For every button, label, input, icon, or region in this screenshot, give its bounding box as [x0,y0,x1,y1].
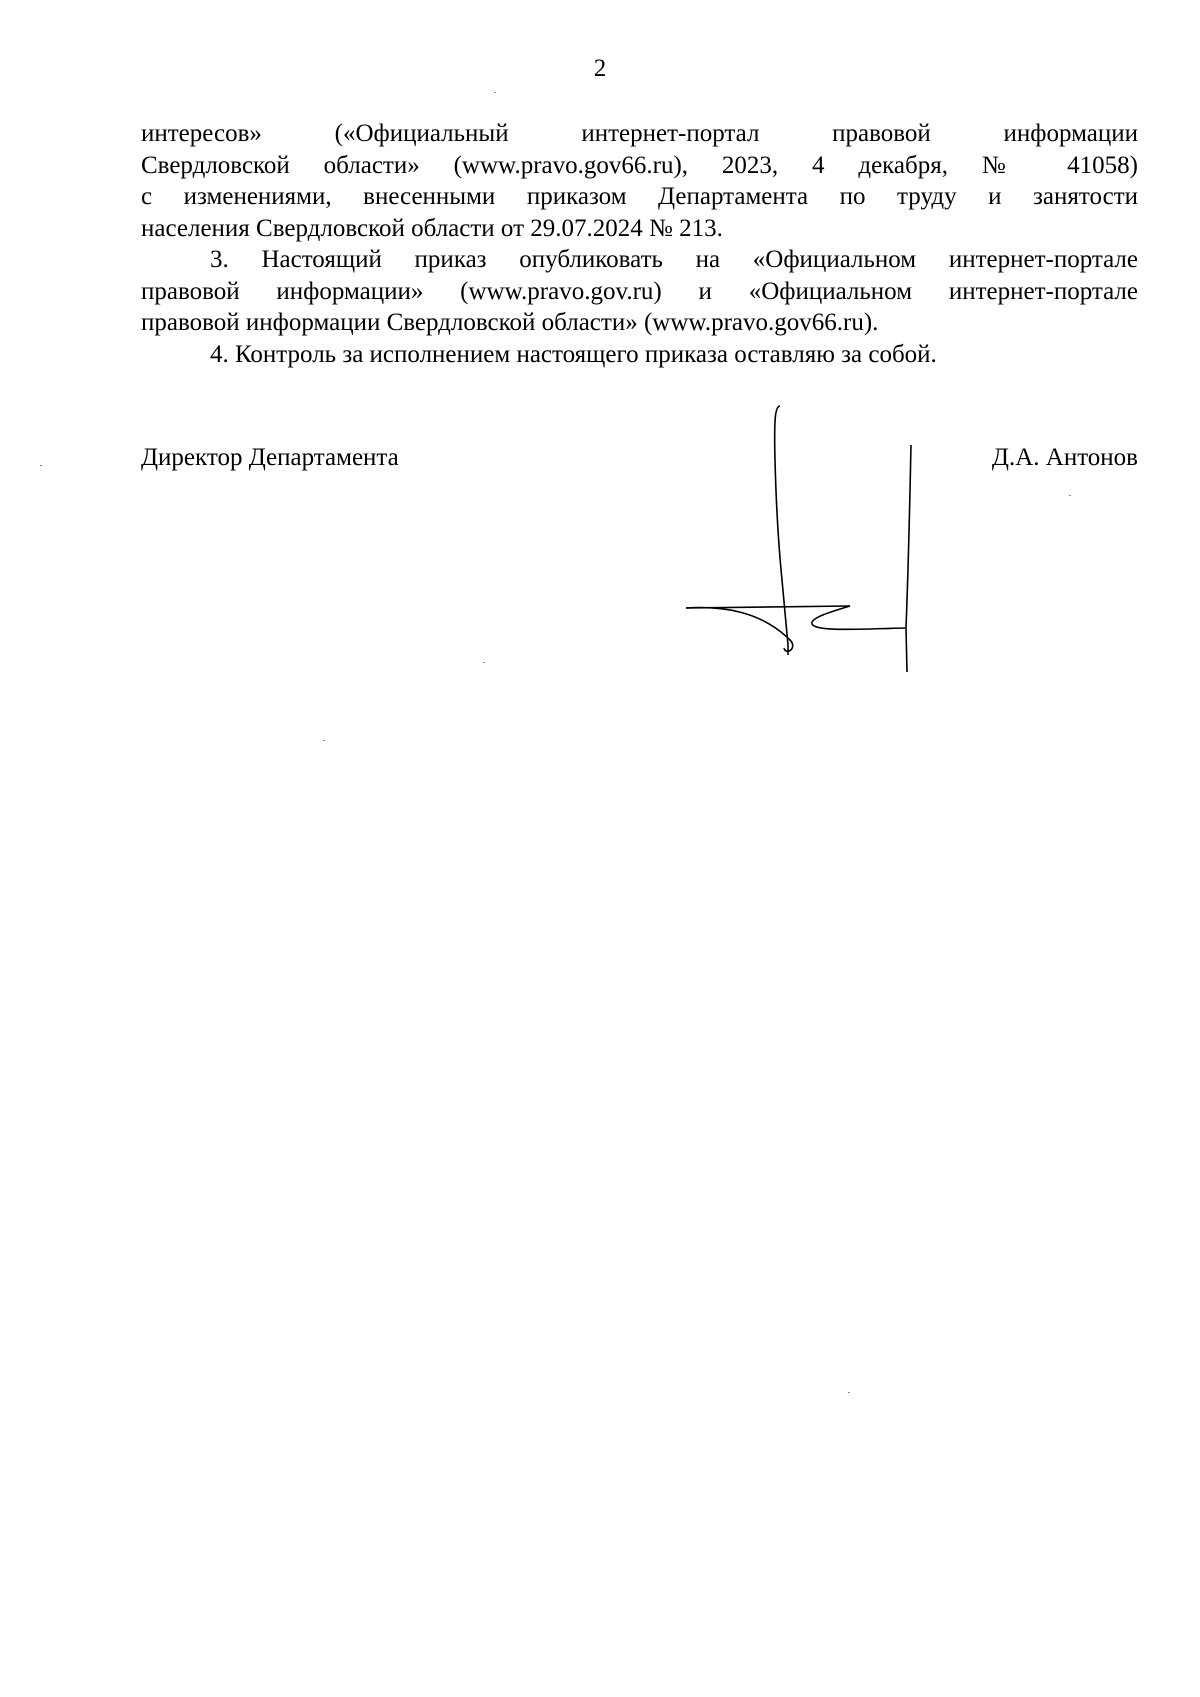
paragraph-item-4 [141,339,1138,371]
text-line: интересов» («Официальный интернет-портал правовой информации [141,120,1138,147]
scan-artifact [483,662,485,663]
signatory-position: Директор Департамента [141,444,399,471]
document-body [141,118,1138,370]
paragraph-continuation [141,118,1138,244]
handwritten-signature-icon [680,400,940,680]
scan-artifact [494,92,496,93]
scan-artifact [323,740,325,741]
text-line: с изменениями, внесенными приказом Департамента по труду и занятости [141,183,1138,210]
text-line: населения Свердловской области от 29.07.2024 № 213. [141,214,723,242]
scan-artifact [848,1392,850,1393]
text-line: 4. Контроль за исполнением настоящего приказа оставляю за собой. [210,340,937,368]
text-line: правовой информации» (www.pravo.gov.ru) и «Официальном интернет-портале [141,277,1138,305]
text-line: Свердловской области» (www.pravo.gov66.ru), 2023, 4 декабря, № 41058) [141,151,1138,179]
signatory-name: Д.А. Антонов [991,444,1138,471]
text-line: 3. Настоящий приказ опубликовать на «Официальном интернет-портале [210,246,1138,273]
scan-artifact [1069,495,1071,496]
text-line: правовой информации Свердловской области» (www.pravo.gov66.ru). [141,309,879,336]
scan-artifact [40,465,42,466]
paragraph-item-3 [141,244,1138,339]
page-number: 2 [593,55,607,82]
